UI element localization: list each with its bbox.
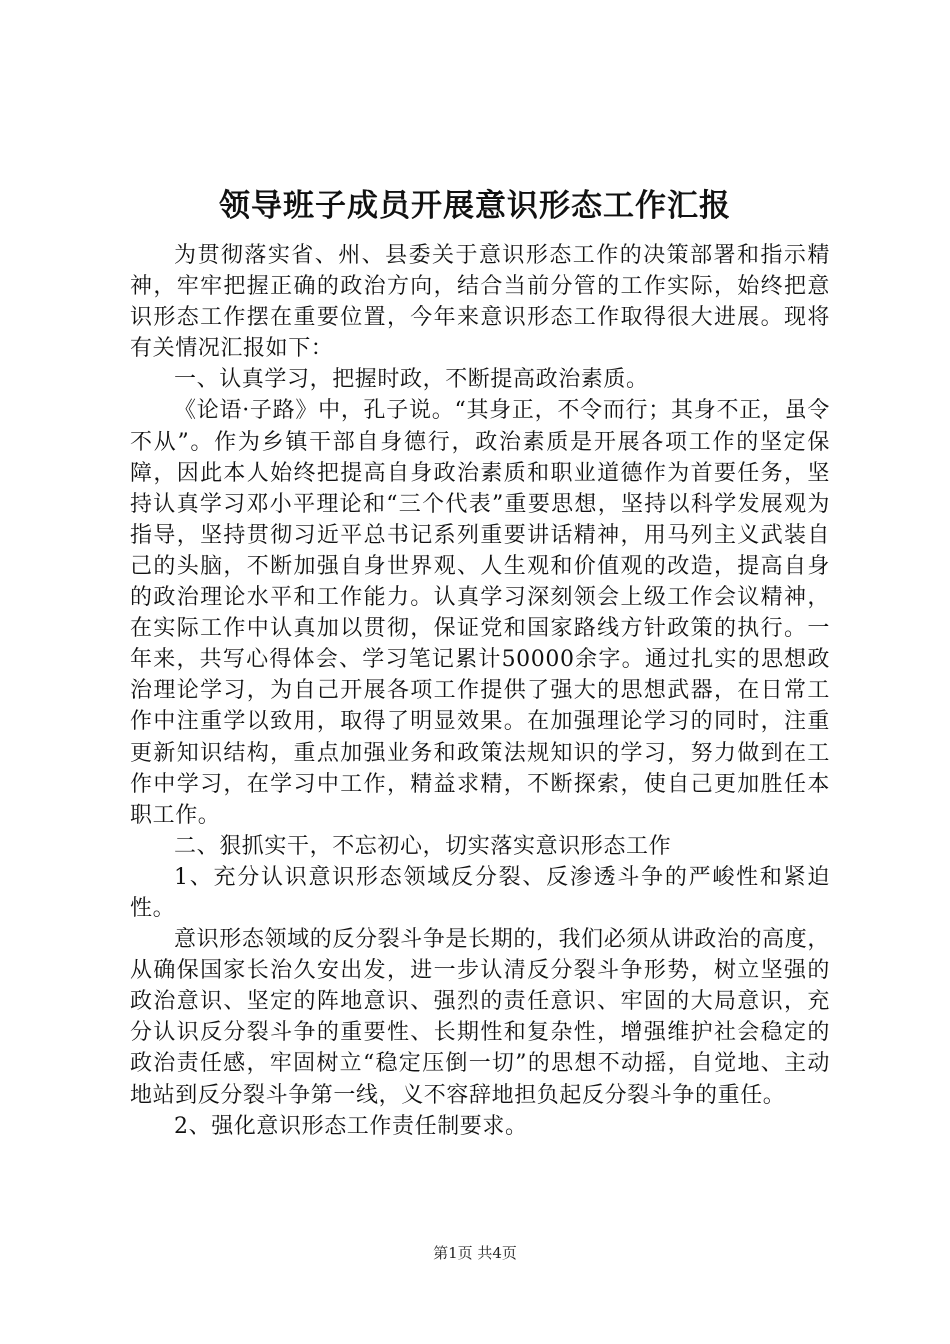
- subsection-heading-1: 1、充分认识意识形态领域反分裂、反渗透斗争的严峻性和紧迫性。: [130, 864, 830, 921]
- section-heading-2: 二、狠抓实干，不忘初心，切实落实意识形态工作: [174, 833, 672, 859]
- section-1-paragraph: 《论语·子路》中，孔子说。“其身正，不令而行；其身不正，虽令不从”。作为乡镇干部自身德行，政治素质是开展各项工作的坚定保障，因此本人始终把提高自身政治素质和职业道德作为首要任务，坚持认真学习邓小平理论和“三个代表”重要思想，坚持以科学发展观为指导，坚持贯彻习近平总书记系列重要讲话精神，用马列主义武装自己的头脑，不断加强自身世界观、人生观和价值观的改造，提高自身的政治理论水平和工作能力。认真学习深刻领会上级工作会议精神，在实际工作中认真加以贯彻，保证党和国家路线方针政策的执行。一年来，共写心得体会、学习笔记累计50000余字。通过扎实的思想政治理论学习，为自己开展各项工作提供了强大的思想武器，在日常工作中注重学以致用，取得了明显效果。在加强理论学习的同时，注重更新知识结构，重点加强业务和政策法规知识的学习，努力做到在工作中学习，在学习中工作，精益求精，不断探索，使自己更加胜任本职工作。: [130, 398, 830, 828]
- subsection-1-paragraph: 意识形态领域的反分裂斗争是长期的，我们必须从讲政治的高度，从确保国家长治久安出发，进一步认清反分裂斗争形势，树立坚强的政治意识、坚定的阵地意识、强烈的责任意识、牢固的大局意识，充分认识反分裂斗争的重要性、长期性和复杂性，增强维护社会稳定的政治责任感，牢固树立“稳定压倒一切”的思想不动摇，自觉地、主动地站到反分裂斗争第一线，义不容辞地担负起反分裂斗争的重任。: [130, 927, 830, 1108]
- intro-paragraph: 为贯彻落实省、州、县委关于意识形态工作的决策部署和指示精神，牢牢把握正确的政治方向，结合当前分管的工作实际，始终把意识形态工作摆在重要位置，今年来意识形态工作取得很大进展。现将有关情况汇报如下：: [130, 243, 830, 362]
- document-title: 领导班子成员开展意识形态工作汇报: [219, 188, 731, 224]
- section-heading-1: 一、认真学习，把握时政，不断提高政治素质。: [174, 367, 649, 393]
- page-number-footer: 第1页 共4页: [433, 1244, 517, 1262]
- document-body: [130, 240, 830, 1142]
- subsection-heading-2: 2、强化意识形态工作责任制要求。: [174, 1113, 528, 1139]
